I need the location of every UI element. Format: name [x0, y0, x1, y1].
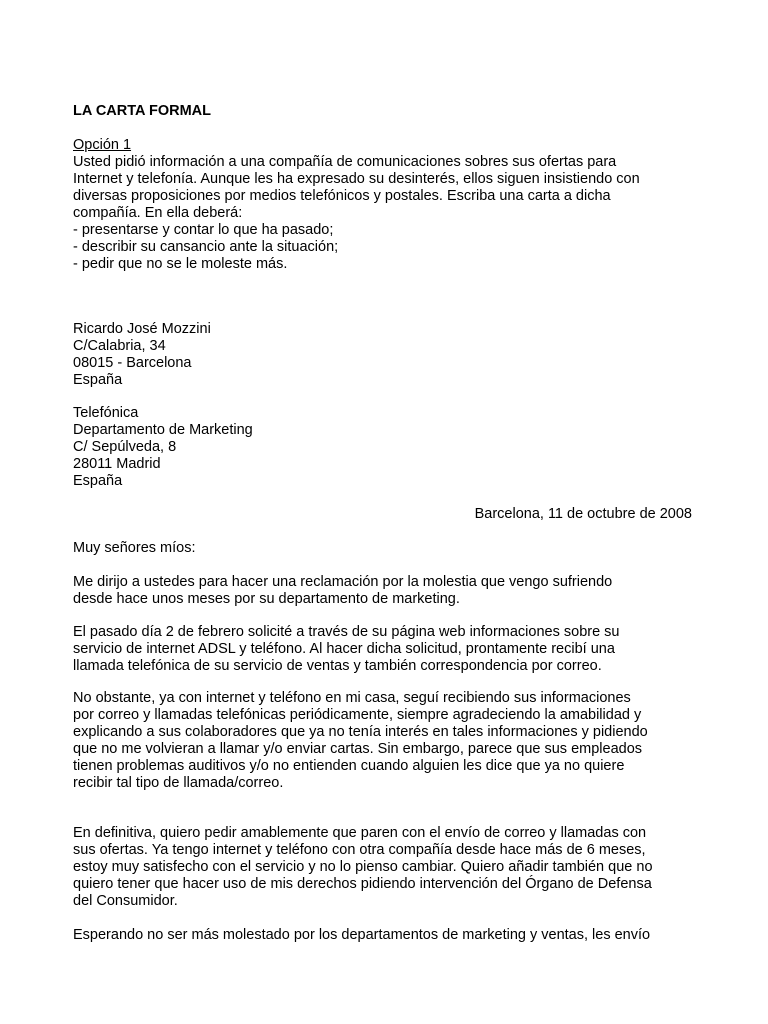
paragraph-line: recibir tal tipo de llamada/correo. [73, 775, 284, 791]
paragraph-line: No obstante, ya con internet y teléfono en mi casa, seguí recibiendo sus informaciones [73, 690, 631, 706]
option-line: compañía. En ella deberá: [73, 205, 243, 221]
paragraph-line: por correo y llamadas telefónicas periódicamente, siempre agradeciendo la amabilidad y [73, 707, 642, 723]
option-bullet: - presentarse y contar lo que ha pasado; [73, 222, 334, 238]
option-line: diversas proposiciones por medios telefónicos y postales. Escriba una carta a dicha [73, 188, 611, 204]
recipient-street: C/ Sepúlveda, 8 [73, 439, 177, 455]
letter-paragraph [73, 825, 653, 910]
sender-name: Ricardo José Mozzini [73, 321, 211, 337]
exercise-option [73, 137, 640, 273]
letter-greeting: Muy señores míos: [73, 540, 196, 556]
paragraph-line: En definitiva, quiero pedir amablemente que paren con el envío de correo y llamadas con [73, 825, 647, 841]
paragraph-line: del Consumidor. [73, 893, 178, 909]
option-label: Opción 1 [73, 137, 132, 153]
recipient-city: 28011 Madrid [73, 456, 161, 472]
paragraph-line: Me dirijo a ustedes para hacer una reclamación por la molestia que vengo sufriendo [73, 574, 613, 590]
paragraph-line: tienen problemas auditivos y/o no entienden cuando alguien les dice que ya no quiere [73, 758, 625, 774]
option-bullet: - pedir que no se le moleste más. [73, 256, 288, 272]
paragraph-line: El pasado día 2 de febrero solicité a través de su página web informaciones sobre su [73, 624, 620, 640]
option-line: Internet y telefonía. Aunque les ha expresado su desinterés, ellos siguen insistiendo con [73, 171, 640, 187]
document-title: LA CARTA FORMAL [73, 103, 211, 119]
paragraph-line: sus ofertas. Ya tengo internet y teléfono con otra compañía desde hace más de 6 meses, [73, 842, 646, 858]
paragraph-line: estoy muy satisfecho con el servicio y no lo pienso cambiar. Quiero añadir también que no [73, 859, 653, 875]
sender-street: C/Calabria, 34 [73, 338, 166, 354]
recipient-department: Departamento de Marketing [73, 422, 253, 438]
paragraph-line: llamada telefónica de su servicio de ventas y también correspondencia por correo. [73, 658, 602, 674]
option-bullet: - describir su cansancio ante la situación; [73, 239, 339, 255]
paragraph-line: Esperando no ser más molestado por los departamentos de marketing y ventas, les envío [73, 927, 651, 943]
paragraph-line: explicando a sus colaboradores que ya no tenía interés en tales informaciones y pidiendo [73, 724, 648, 740]
recipient-company: Telefónica [73, 405, 139, 421]
recipient-address [73, 405, 253, 490]
paragraph-line: servicio de internet ADSL y teléfono. Al hacer dicha solicitud, prontamente recibí una [73, 641, 615, 657]
paragraph-line: que no me volvieran a llamar y/o enviar cartas. Sin embargo, parece que sus empleados [73, 741, 643, 757]
letter-date: Barcelona, 11 de octubre de 2008 [474, 506, 692, 522]
paragraph-line: quiero tener que hacer uso de mis derechos pidiendo intervención del Órgano de Defensa [73, 876, 652, 892]
document-page [73, 0, 695, 1024]
paragraph-line: desde hace unos meses por su departamento de marketing. [73, 591, 460, 607]
letter-paragraph [73, 690, 648, 792]
option-line: Usted pidió información a una compañía de comunicaciones sobres sus ofertas para [73, 154, 617, 170]
sender-address [73, 321, 211, 389]
sender-country: España [73, 372, 123, 388]
letter-paragraph [73, 927, 650, 944]
recipient-country: España [73, 473, 123, 489]
letter-paragraph [73, 624, 620, 675]
sender-city: 08015 - Barcelona [73, 355, 192, 371]
letter-paragraph [73, 574, 612, 608]
